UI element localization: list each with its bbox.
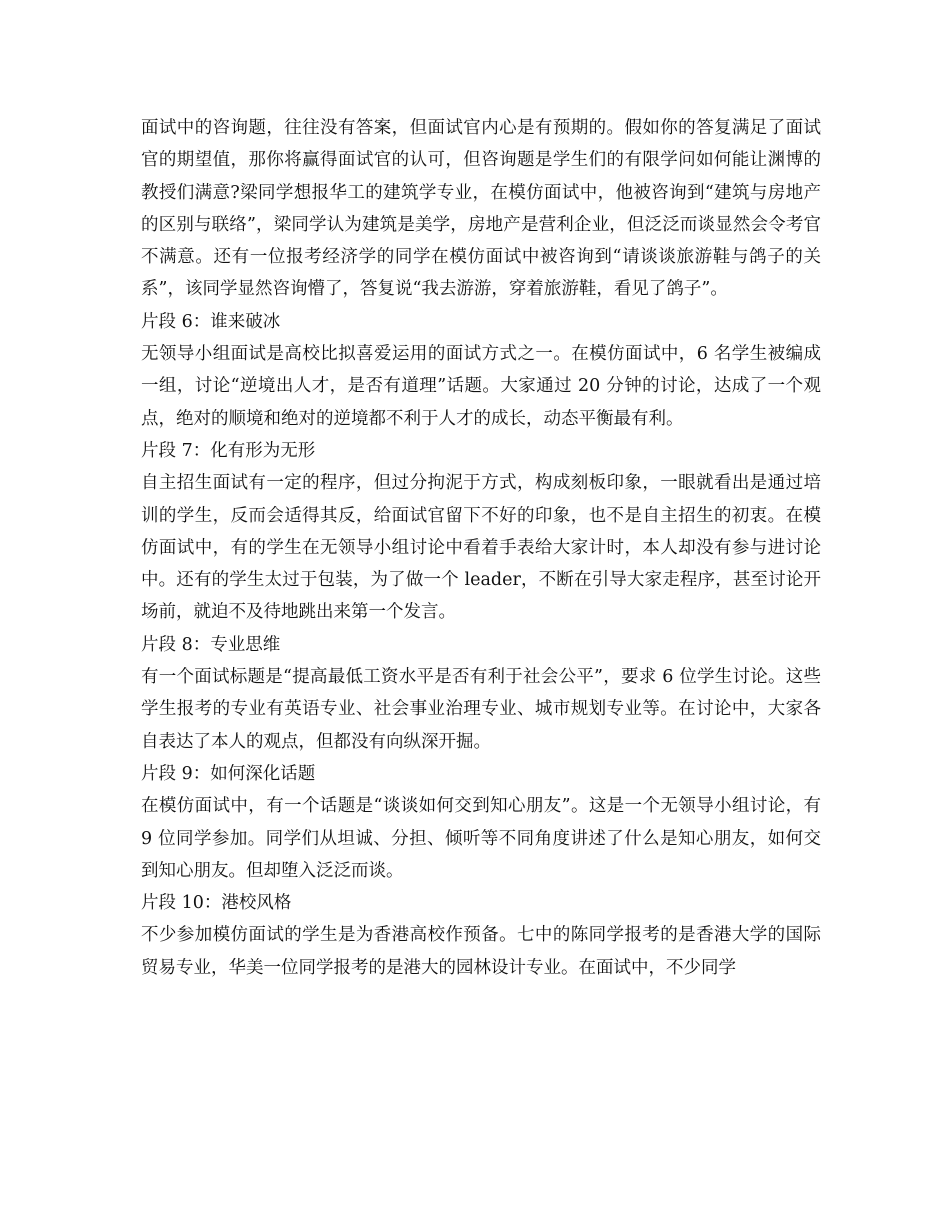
section-heading-7: 片段 7：化有形为无形 [141,440,316,461]
paragraph-deepen-topic: 在模仿面试中，有一个话题是“谈谈如何交到知心朋友”。这是一个无领导小组讨论，有 9 位同学参加。同学们从坦诚、分担、倾听等不同角度讲述了什么是知心朋友，如何交到知心朋友。但却堕入泛泛而谈。 [141,796,821,881]
section-heading-8: 片段 8：专业思维 [141,634,281,655]
paragraph-interview-questions: 面试中的咨询题，往往没有答案，但面试官内心是有预期的。假如你的答复满足了面试官的期望值，那你将赢得面试官的认可，但咨询题是学生们的有限学问如何能让渊博的教授们满意?梁同学想报华工的建筑学专业，在模仿面试中，他被咨询到“建筑与房地产的区别与联络”，梁同学认为建筑是美学，房地产是营利企业，但泛泛而谈显然会令考官不满意。还有一位报考经济学的同学在模仿面试中被咨询到“请谈谈旅游鞋与鸽子的关系”，该同学显然咨询懵了，答复说“我去游游，穿着旅游鞋，看见了鸽子”。 [141,118,821,300]
document-body [141,112,821,984]
paragraph-interview-procedure: 自主招生面试有一定的程序，但过分拘泥于方式，构成刻板印象，一眼就看出是通过培训的学生，反而会适得其反，给面试官留下不好的印象，也不是自主招生的初衷。在模仿面试中，有的学生在无领导小组讨论中看着手表给大家计时，本人却没有参与进讨论中。还有的学生太过于包装，为了做一个 leader，不断在引导大家走程序，甚至讨论开场前，就迫不及待地跳出来第一个发言。 [141,473,821,623]
paragraph-leaderless-group: 无领导小组面试是高校比拟喜爱运用的面试方式之一。在模仿面试中，6 名学生被编成一组，讨论“逆境出人才，是否有道理”话题。大家通过 20 分钟的讨论，达成了一个观点，绝对的顺境和绝对的逆境都不利于人才的成长，动态平衡最有利。 [141,344,821,429]
paragraph-professional-thinking: 有一个面试标题是“提高最低工资水平是否有利于社会公平”，要求 6 位学生讨论。这些学生报考的专业有英语专业、社会事业治理专业、城市规划专业等。在讨论中，大家各自表达了本人的观点，但都没有向纵深开掘。 [141,667,821,752]
section-heading-9: 片段 9：如何深化话题 [141,763,316,784]
section-heading-6: 片段 6：谁来破冰 [141,311,281,332]
paragraph-hk-style: 不少参加模仿面试的学生是为香港高校作预备。七中的陈同学报考的是香港大学的国际贸易专业，华美一位同学报考的是港大的园林设计专业。在面试中，不少同学 [141,925,821,978]
section-heading-10: 片段 10：港校风格 [141,893,292,914]
